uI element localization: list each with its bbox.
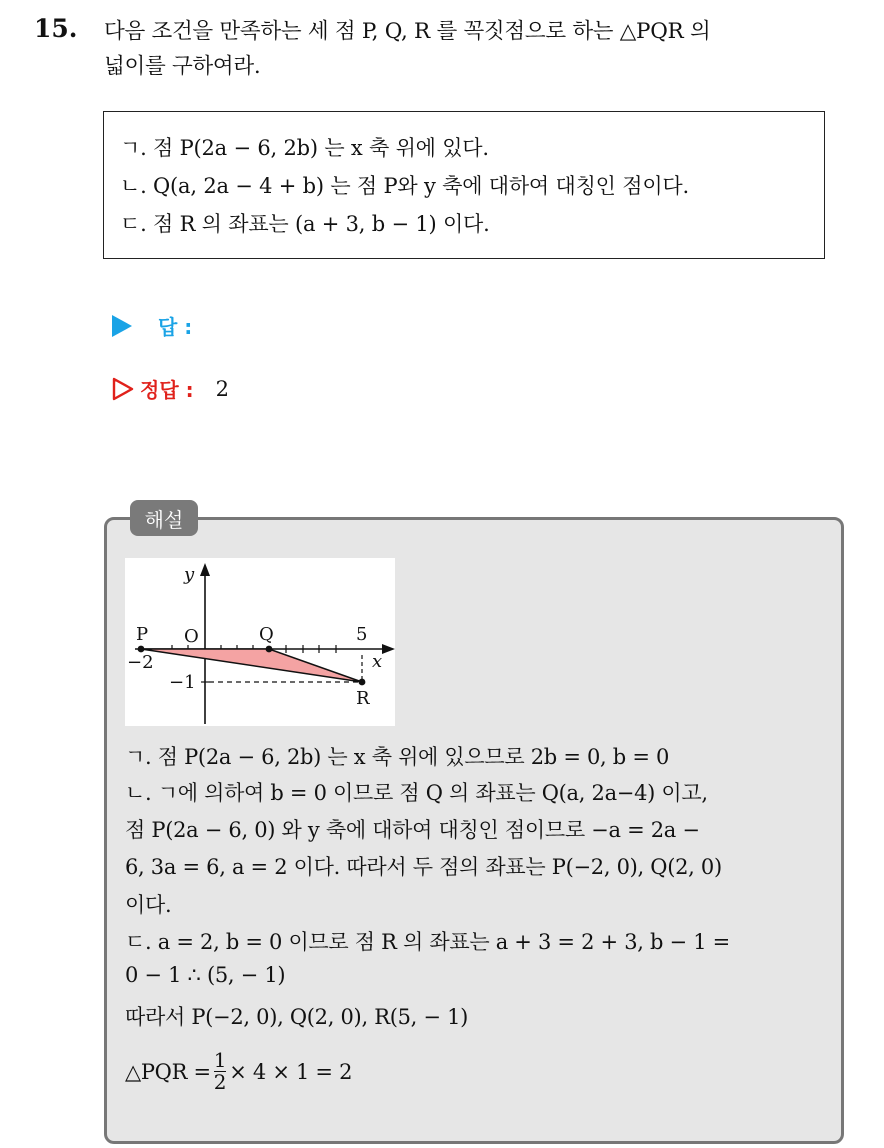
answer-arrow-icon — [112, 315, 132, 337]
y-axis-arrow-icon — [200, 563, 210, 576]
label-minus-two: −2 — [127, 652, 154, 673]
correct-arrow-icon — [112, 377, 134, 401]
condition-2: ㄴ. Q(a, 2a − 4 + b) 는 점 P와 y 축에 대하여 대칭인 점이다. — [120, 174, 689, 198]
point-q — [266, 646, 273, 653]
solution-line-3: 점 P(2a − 6, 0) 와 y 축에 대하여 대칭인 점이므로 −a = 2a − — [125, 818, 700, 842]
question-line-2: 넓이를 구하여라. — [104, 54, 261, 79]
label-origin: O — [184, 626, 199, 647]
question-line-1: 다음 조건을 만족하는 세 점 P, Q, R 를 꼭짓점으로 하는 △PQR 의 — [104, 19, 711, 44]
fraction-numerator: 1 — [213, 1048, 227, 1072]
solution-line-5: 이다. — [125, 893, 172, 917]
question-number: 15. — [34, 14, 78, 43]
x-axis-arrow-icon — [382, 644, 395, 654]
correct-answer-label: 정답 : — [140, 378, 194, 402]
solution-line-6: ㄷ. a = 2, b = 0 이므로 점 R 의 좌표는 a + 3 = 2 + 3, b − 1 = — [125, 930, 730, 954]
condition-1: ㄱ. 점 P(2a − 6, 2b) 는 x 축 위에 있다. — [120, 136, 489, 160]
area-formula — [125, 1050, 352, 1093]
label-r: R — [356, 688, 370, 709]
solution-line-7: 0 − 1 ∴ (5, − 1) — [125, 963, 286, 987]
label-five: 5 — [356, 624, 368, 645]
conditions-box — [103, 111, 825, 259]
solution-line-4: 6, 3a = 6, a = 2 이다. 따라서 두 점의 좌표는 P(−2, 0), Q(2, 0) — [125, 855, 722, 879]
label-q: Q — [259, 624, 274, 645]
solution-tab: 해설 — [130, 500, 198, 536]
answer-label: 답 : — [158, 315, 193, 339]
correct-answer-row — [112, 374, 229, 403]
solution-line-8: 따라서 P(−2, 0), Q(2, 0), R(5, − 1) — [125, 1005, 469, 1029]
point-r — [359, 679, 366, 686]
question-text — [104, 14, 874, 84]
area-rhs: × 4 × 1 = 2 — [229, 1059, 353, 1084]
label-y: y — [184, 564, 195, 585]
correct-answer-value: 2 — [215, 376, 229, 401]
label-x: x — [372, 651, 383, 672]
label-p: P — [136, 624, 149, 645]
condition-3: ㄷ. 점 R 의 좌표는 (a + 3, b − 1) 이다. — [120, 212, 490, 236]
area-fraction — [214, 1050, 226, 1093]
coordinate-graph — [125, 558, 395, 726]
fraction-denominator: 2 — [213, 1070, 227, 1094]
solution-line-1: ㄱ. 점 P(2a − 6, 2b) 는 x 축 위에 있으므로 2b = 0, b = 0 — [125, 745, 670, 769]
answer-row — [112, 311, 192, 340]
solution-line-2: ㄴ. ㄱ에 의하여 b = 0 이므로 점 Q 의 좌표는 Q(a, 2a−4) 이고, — [125, 781, 708, 805]
label-minus-one: −1 — [169, 672, 196, 693]
area-lhs: △PQR = — [125, 1059, 211, 1084]
